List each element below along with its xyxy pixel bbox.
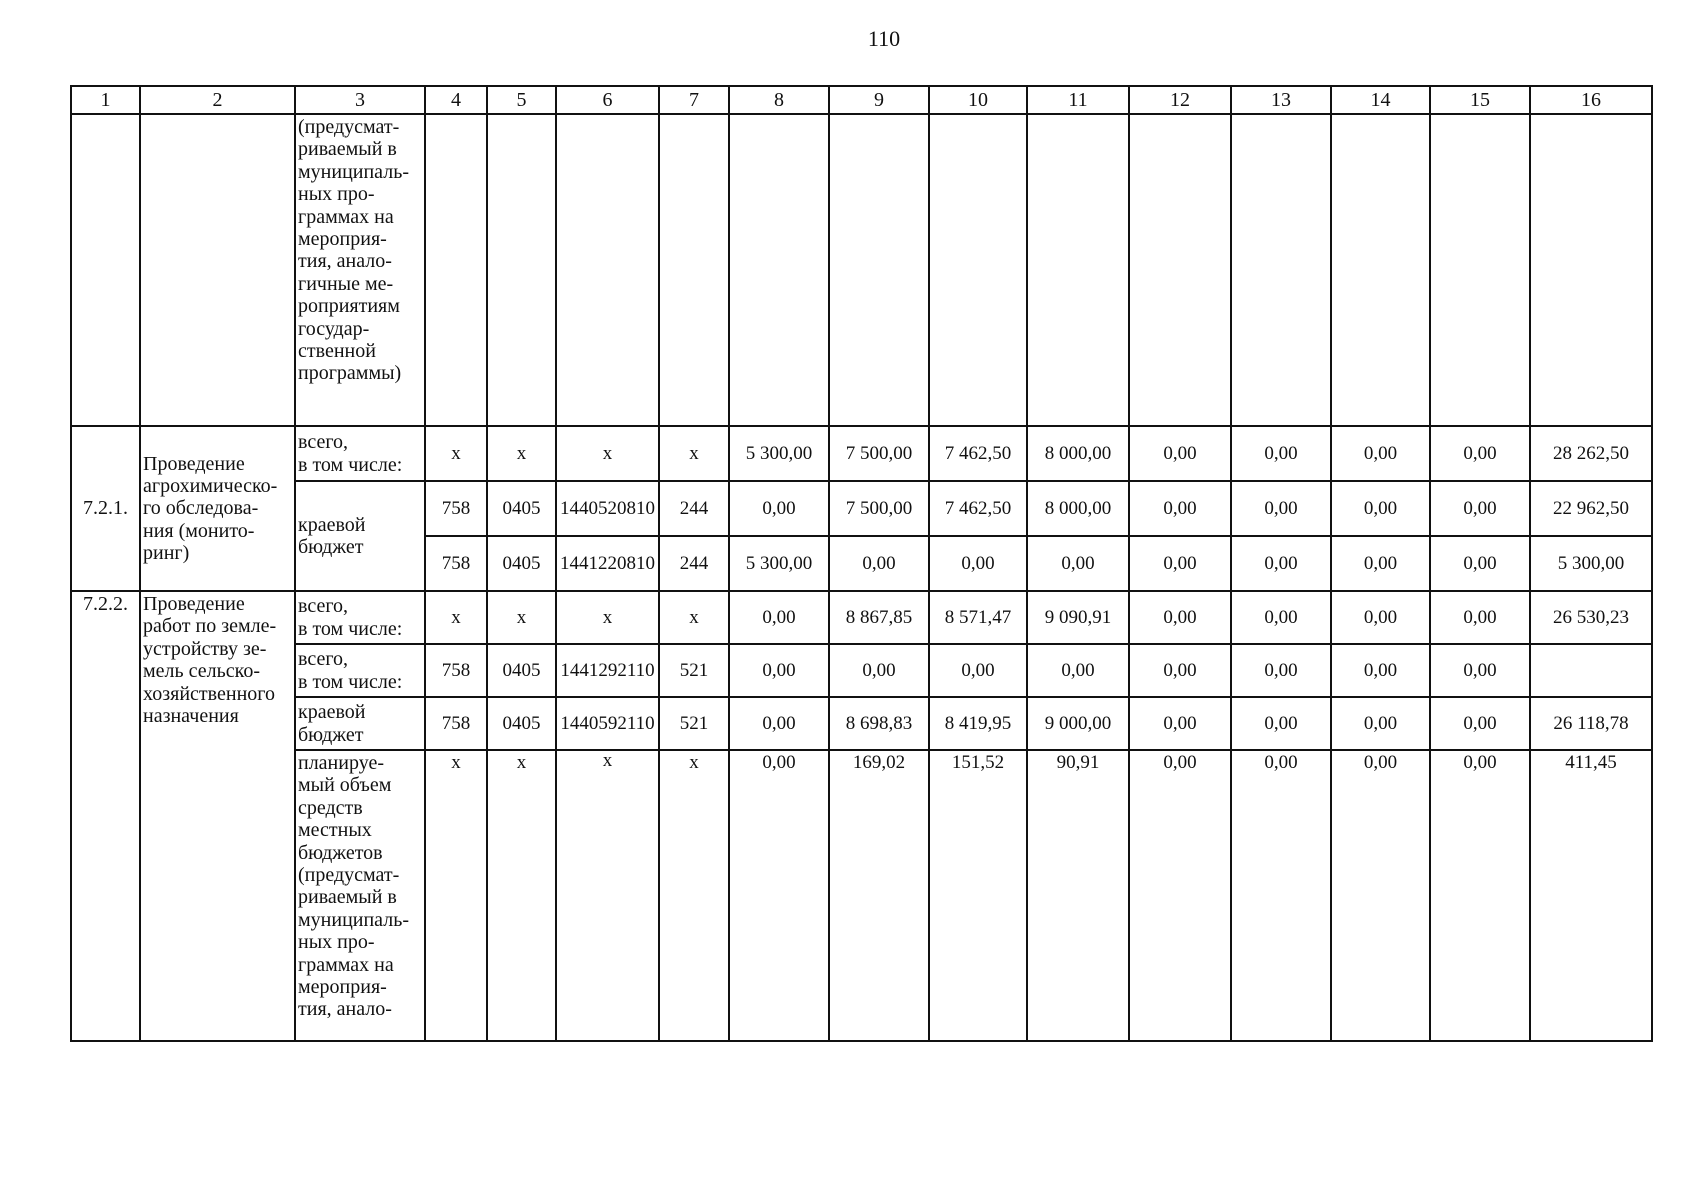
value-cell: 0,00 xyxy=(729,750,829,1041)
table-row xyxy=(71,481,1652,536)
value-cell: x xyxy=(487,426,556,481)
value-cell: 0,00 xyxy=(1231,426,1331,481)
row-label: всего, в том числе: xyxy=(295,644,425,697)
value-cell: 0,00 xyxy=(1331,697,1430,750)
value-cell: 26 530,23 xyxy=(1530,591,1652,644)
value-cell: 0,00 xyxy=(1430,697,1530,750)
value-cell: 0,00 xyxy=(1129,750,1231,1041)
column-header: 2 xyxy=(140,86,295,114)
value-cell: 244 xyxy=(659,536,729,591)
table-row xyxy=(71,697,1652,750)
value-cell: 90,91 xyxy=(1027,750,1129,1041)
value-cell: 151,52 xyxy=(929,750,1027,1041)
value-cell: 0,00 xyxy=(1331,426,1430,481)
column-header: 11 xyxy=(1027,86,1129,114)
value-cell: 0,00 xyxy=(1430,481,1530,536)
column-header: 14 xyxy=(1331,86,1430,114)
value-cell: 758 xyxy=(425,697,487,750)
row-label: всего, в том числе: xyxy=(295,426,425,481)
value-cell: x xyxy=(487,591,556,644)
column-header-row xyxy=(71,86,1652,114)
column-header: 9 xyxy=(829,86,929,114)
value-cell: 0,00 xyxy=(1129,697,1231,750)
value-cell: 0,00 xyxy=(1027,644,1129,697)
item-title: Проведение работ по земле- устройству зе- мель сельско- хозяйственного назначения xyxy=(140,591,295,1041)
value-cell: 0,00 xyxy=(1027,536,1129,591)
item-number: 7.2.1. xyxy=(71,426,140,591)
row-label: краевой бюджет xyxy=(295,481,425,591)
value-cell: 0,00 xyxy=(1231,644,1331,697)
value-cell: 0,00 xyxy=(1331,591,1430,644)
value-cell: 5 300,00 xyxy=(1530,536,1652,591)
value-cell: 8 698,83 xyxy=(829,697,929,750)
budget-code-cell: 1440592110 xyxy=(556,697,659,750)
value-cell: 22 962,50 xyxy=(1530,481,1652,536)
value-cell: 0,00 xyxy=(1331,536,1430,591)
value-cell: 0,00 xyxy=(1331,644,1430,697)
budget-code-cell: x xyxy=(556,426,659,481)
value-cell: 0,00 xyxy=(929,644,1027,697)
value-cell: 521 xyxy=(659,644,729,697)
value-cell: 0,00 xyxy=(829,644,929,697)
value-cell: 7 500,00 xyxy=(829,426,929,481)
value-cell: 26 118,78 xyxy=(1530,697,1652,750)
value-cell: 0,00 xyxy=(1331,481,1430,536)
value-cell: 758 xyxy=(425,481,487,536)
value-cell: 28 262,50 xyxy=(1530,426,1652,481)
value-cell: 758 xyxy=(425,536,487,591)
value-cell: 7 462,50 xyxy=(929,481,1027,536)
column-header: 13 xyxy=(1231,86,1331,114)
budget-code-cell: 1441220810 xyxy=(556,536,659,591)
value-cell: x xyxy=(425,750,487,1041)
value-cell: 0,00 xyxy=(1231,750,1331,1041)
value-cell: x xyxy=(659,750,729,1041)
value-cell: 0,00 xyxy=(929,536,1027,591)
table-row xyxy=(71,114,1652,426)
row-label: всего, в том числе: xyxy=(295,591,425,644)
value-cell: 0,00 xyxy=(1129,536,1231,591)
column-header: 3 xyxy=(295,86,425,114)
table-row xyxy=(71,750,1652,1041)
value-cell: 0,00 xyxy=(1129,426,1231,481)
budget-table xyxy=(70,85,1653,1042)
column-header: 1 xyxy=(71,86,140,114)
value-cell xyxy=(1530,644,1652,697)
value-cell: 0405 xyxy=(487,697,556,750)
value-cell: 0,00 xyxy=(729,697,829,750)
value-cell: x xyxy=(487,750,556,1041)
value-cell: 0,00 xyxy=(729,481,829,536)
table-row xyxy=(71,426,1652,481)
value-cell: 7 462,50 xyxy=(929,426,1027,481)
value-cell: 0,00 xyxy=(1430,536,1530,591)
column-header: 16 xyxy=(1530,86,1652,114)
value-cell: 0,00 xyxy=(1430,750,1530,1041)
budget-code-cell: x xyxy=(556,591,659,644)
value-cell: 169,02 xyxy=(829,750,929,1041)
value-cell: 8 419,95 xyxy=(929,697,1027,750)
item-title: Проведение агрохимическо- го обследова- ния (монито- ринг) xyxy=(140,426,295,591)
value-cell: x xyxy=(425,426,487,481)
column-header: 15 xyxy=(1430,86,1530,114)
value-cell: 0405 xyxy=(487,481,556,536)
item-number: 7.2.2. xyxy=(71,591,140,1041)
value-cell: 0,00 xyxy=(1430,644,1530,697)
column-header: 12 xyxy=(1129,86,1231,114)
value-cell: 0,00 xyxy=(1129,481,1231,536)
continuation-text: (предусмат- риваемый в муниципаль- ных про- граммах на мероприя- тия, анало- гичные ме- роприятиям государ- ственной программы) xyxy=(295,114,425,426)
table-row xyxy=(71,591,1652,644)
value-cell: 0,00 xyxy=(729,591,829,644)
cell-empty xyxy=(140,114,295,426)
table-row xyxy=(71,644,1652,697)
value-cell: 9 000,00 xyxy=(1027,697,1129,750)
value-cell: 0405 xyxy=(487,536,556,591)
value-cell: 0,00 xyxy=(1129,644,1231,697)
value-cell: 5 300,00 xyxy=(729,426,829,481)
value-cell: 5 300,00 xyxy=(729,536,829,591)
column-header: 7 xyxy=(659,86,729,114)
value-cell: x xyxy=(425,591,487,644)
value-cell: 0,00 xyxy=(1231,697,1331,750)
page-number: 110 xyxy=(867,26,901,51)
value-cell: 8 000,00 xyxy=(1027,426,1129,481)
value-cell: 0,00 xyxy=(1331,750,1430,1041)
budget-code-cell: x xyxy=(556,750,659,1041)
budget-code-cell: 1440520810 xyxy=(556,481,659,536)
value-cell: 0405 xyxy=(487,644,556,697)
value-cell: x xyxy=(659,426,729,481)
column-header: 8 xyxy=(729,86,829,114)
value-cell: x xyxy=(659,591,729,644)
value-cell: 0,00 xyxy=(1129,591,1231,644)
value-cell: 0,00 xyxy=(1231,481,1331,536)
column-header: 5 xyxy=(487,86,556,114)
value-cell: 0,00 xyxy=(829,536,929,591)
value-cell: 244 xyxy=(659,481,729,536)
column-header: 6 xyxy=(556,86,659,114)
value-cell: 8 000,00 xyxy=(1027,481,1129,536)
row-label: краевой бюджет xyxy=(295,697,425,750)
value-cell: 0,00 xyxy=(729,644,829,697)
value-cell: 9 090,91 xyxy=(1027,591,1129,644)
cell-empty xyxy=(71,114,140,426)
value-cell: 8 571,47 xyxy=(929,591,1027,644)
value-cell: 8 867,85 xyxy=(829,591,929,644)
row-label: планируе- мый объем средств местных бюджетов (предусмат- риваемый в муниципаль- ных про- граммах на мероприя- тия, анало- xyxy=(295,750,425,1041)
column-header: 4 xyxy=(425,86,487,114)
value-cell: 0,00 xyxy=(1231,536,1331,591)
budget-code-cell: 1441292110 xyxy=(556,644,659,697)
value-cell: 411,45 xyxy=(1530,750,1652,1041)
column-header: 10 xyxy=(929,86,1027,114)
value-cell: 0,00 xyxy=(1231,591,1331,644)
value-cell: 521 xyxy=(659,697,729,750)
value-cell: 0,00 xyxy=(1430,426,1530,481)
value-cell: 7 500,00 xyxy=(829,481,929,536)
value-cell: 0,00 xyxy=(1430,591,1530,644)
value-cell: 758 xyxy=(425,644,487,697)
